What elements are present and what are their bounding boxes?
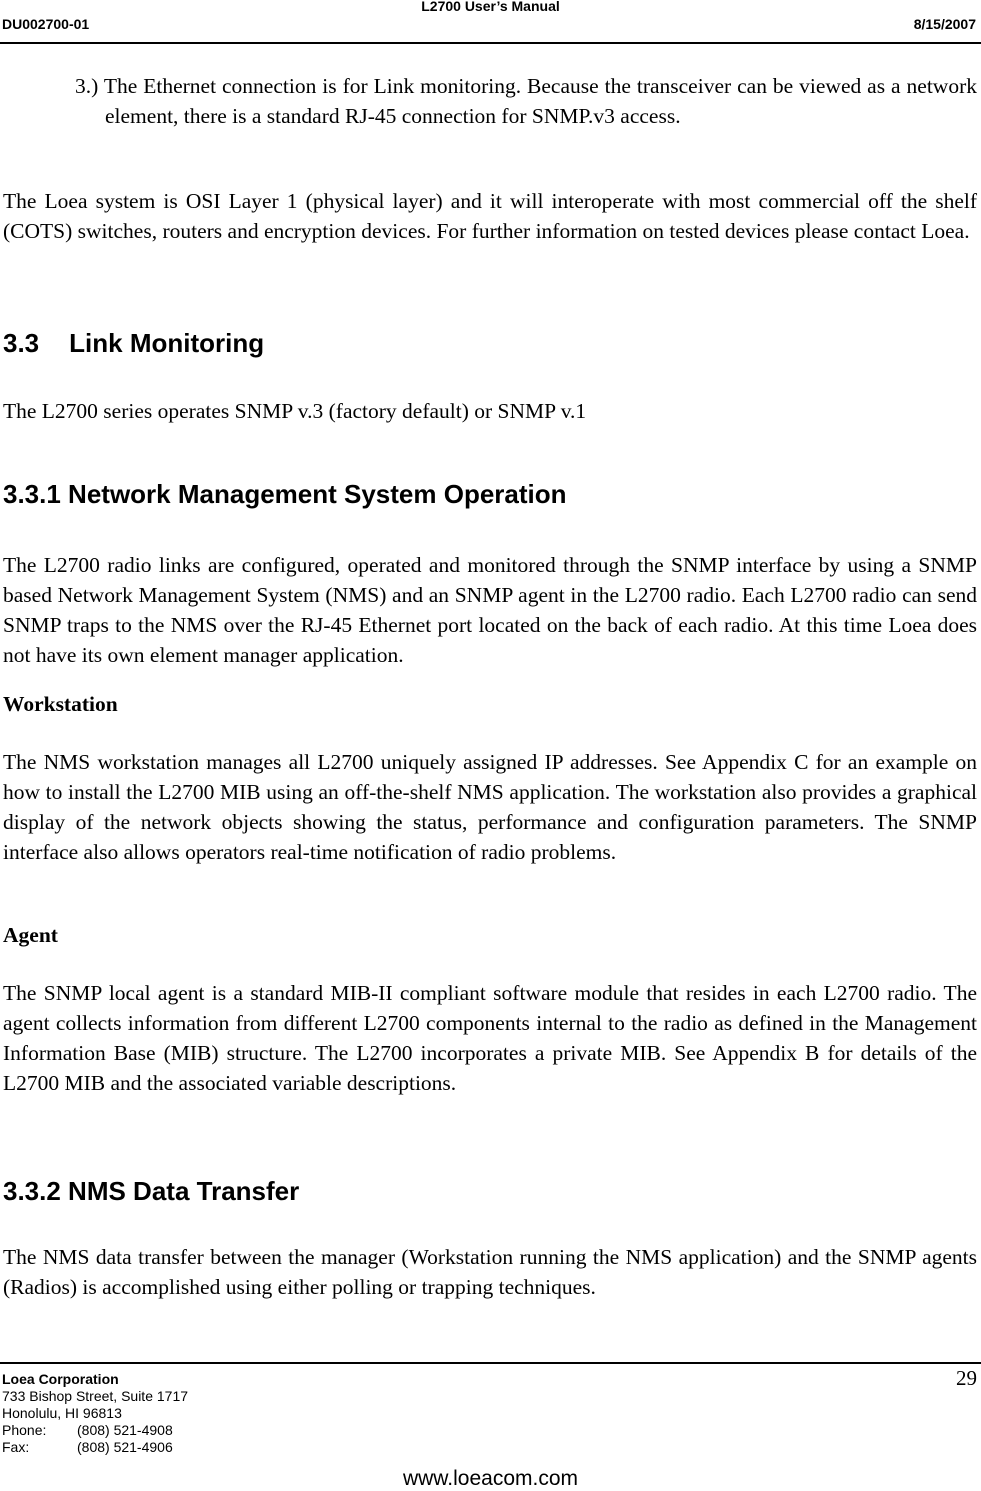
footer-address: 733 Bishop Street, Suite 1717 — [2, 1388, 189, 1404]
subheading-workstation: Workstation — [3, 692, 118, 716]
paragraph-workstation: The NMS workstation manages all L2700 uniquely assigned IP addresses. See Appendix C for an example on how to install the L2700 MIB using an off-the-shelf NMS application. The workstation also provides a graphical display of the network objects showing the status, performance and configuration parameters. The SNMP interface also allows operators real-time notification of radio problems. — [3, 750, 977, 864]
document-date: 8/15/2007 — [913, 16, 976, 32]
manual-title: L2700 User’s Manual — [421, 0, 560, 14]
header-rule — [0, 42, 981, 44]
footer-phone-label: Phone: — [2, 1422, 47, 1438]
paragraph-loea-system: The Loea system is OSI Layer 1 (physical layer) and it will interoperate with most commercial off the shelf (COTS) switches, routers and encryption devices. For further information on tested devices please contact Loea. — [3, 189, 977, 243]
page-number: 29 — [956, 1366, 977, 1390]
paragraph-snmp-versions: The L2700 series operates SNMP v.3 (factory default) or SNMP v.1 — [3, 399, 587, 423]
footer-website[interactable]: www.loeacom.com — [402, 1467, 579, 1490]
footer-city: Honolulu, HI 96813 — [2, 1405, 122, 1421]
paragraph-data-transfer: The NMS data transfer between the manager (Workstation running the NMS application) and the SNMP agents (Radios) is accomplished using either polling or trapping techniques. — [3, 1245, 977, 1299]
footer-rule — [0, 1362, 981, 1364]
subheading-agent: Agent — [3, 923, 58, 947]
section-number: 3.3 — [3, 328, 40, 358]
section-heading-3-3 — [3, 328, 264, 359]
footer-fax: (808) 521-4906 — [77, 1439, 173, 1455]
document-id: DU002700-01 — [2, 16, 90, 32]
section-title: Link Monitoring — [69, 328, 265, 358]
footer-company: Loea Corporation — [2, 1371, 119, 1387]
section-heading-3-3-1: 3.3.1 Network Management System Operation — [3, 479, 567, 509]
section-heading-3-3-2: 3.3.2 NMS Data Transfer — [3, 1176, 300, 1206]
paragraph-nms-operation: The L2700 radio links are configured, operated and monitored through the SNMP interface by using a SNMP based Network Management System (NMS) and an SNMP agent in the L2700 radio. Each L2700 radio can send SNMP traps to the NMS over the RJ-45 Ethernet port located on the back of each radio. At this time Loea does not have its own element manager application. — [3, 553, 977, 667]
list-item-3: 3.) The Ethernet connection is for Link monitoring. Because the transceiver can be viewed as a network element, there is a standard RJ-45 connection for SNMP.v3 access. — [75, 74, 977, 128]
footer-phone: (808) 521-4908 — [77, 1422, 173, 1438]
paragraph-agent: The SNMP local agent is a standard MIB-II compliant software module that resides in each L2700 radio. The agent collects information from different L2700 components internal to the radio as defined in the Management Information Base (MIB) structure. The L2700 incorporates a private MIB. See Appendix B for details of the L2700 MIB and the associated variable descriptions. — [3, 981, 977, 1095]
footer-fax-label: Fax: — [2, 1439, 30, 1455]
